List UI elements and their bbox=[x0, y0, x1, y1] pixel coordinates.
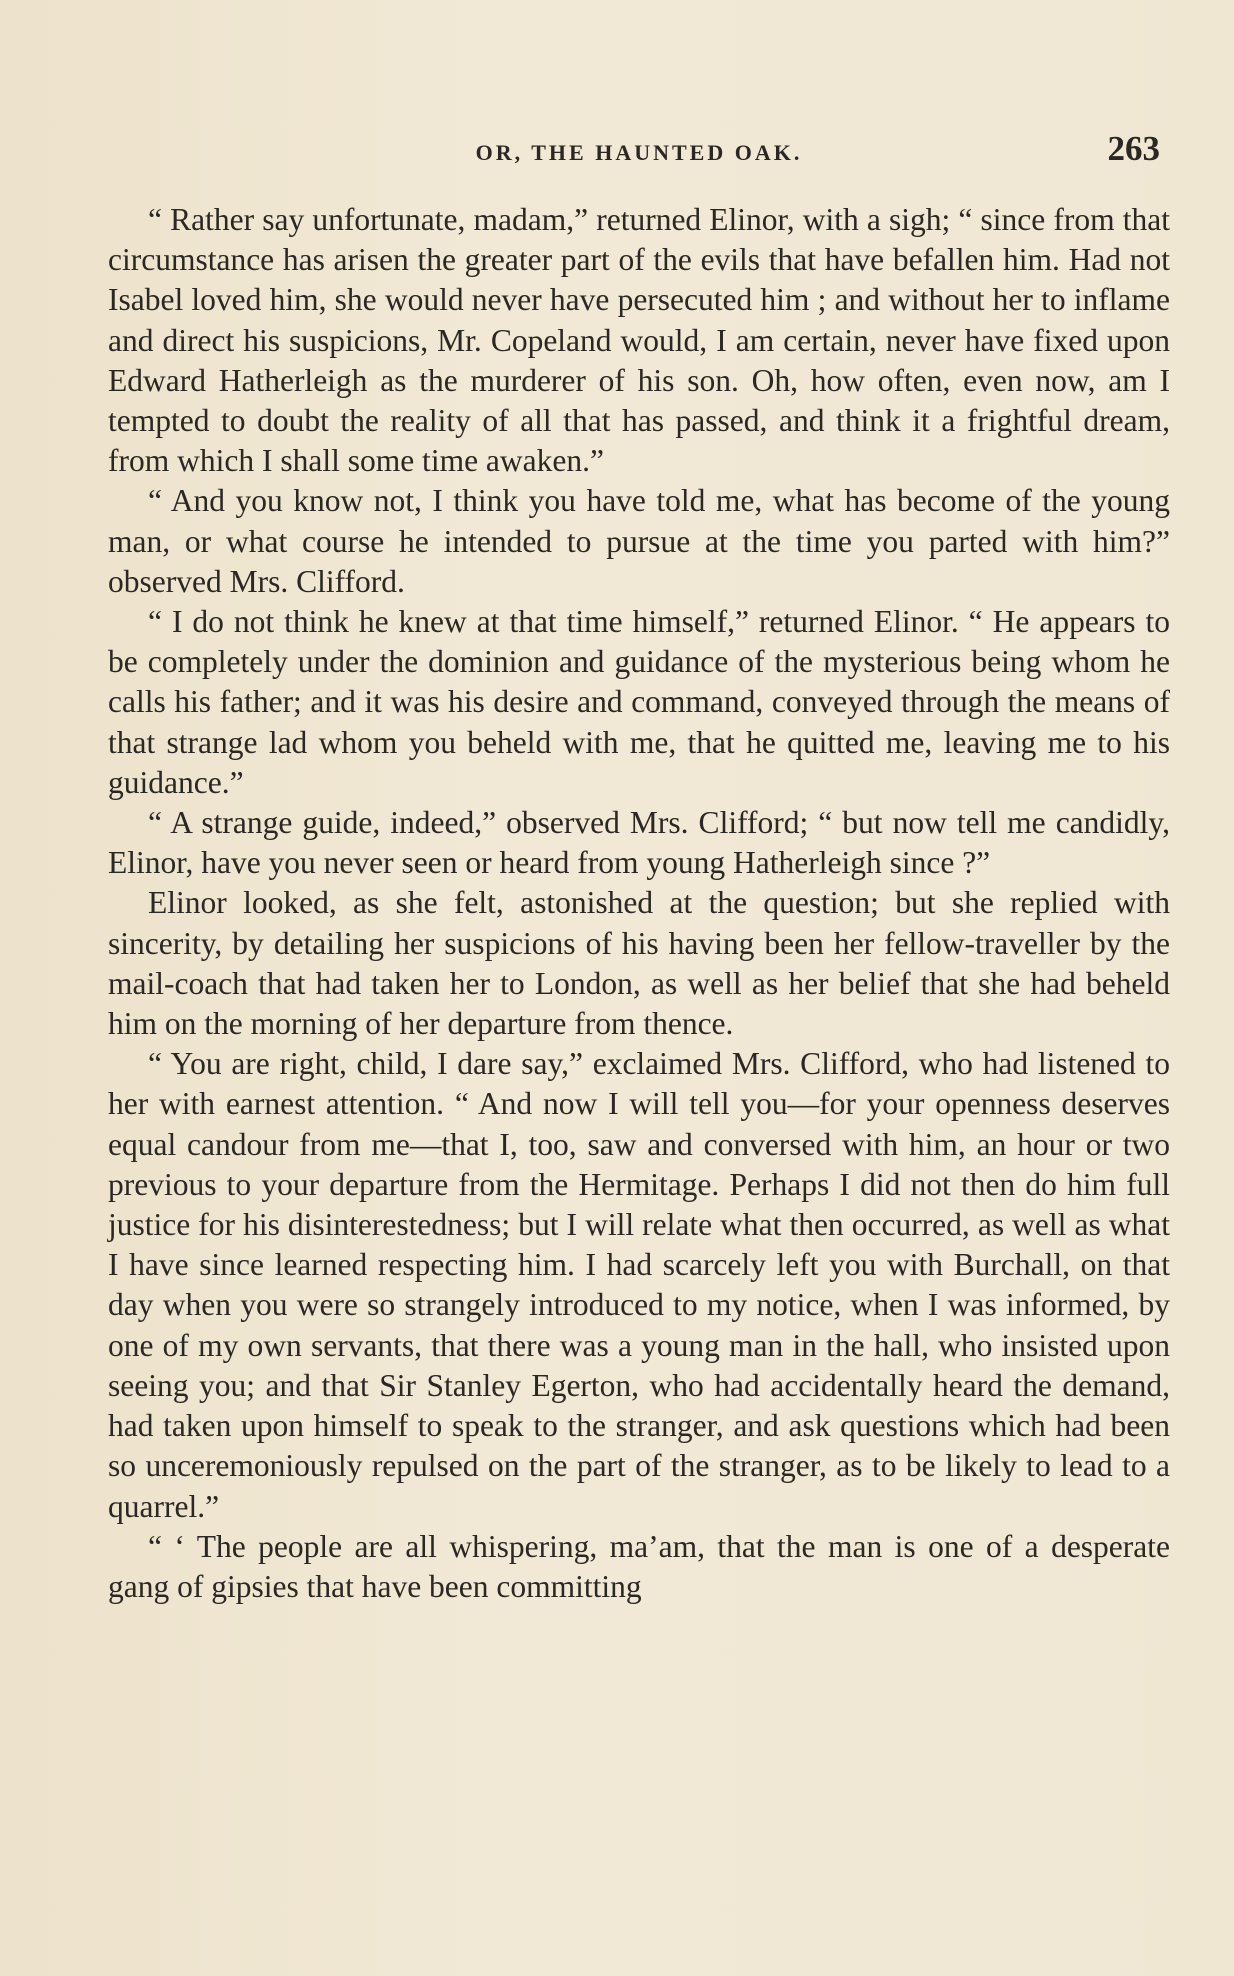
paragraph: Elinor looked, as she felt, astonished at the question; but she replied with sincerity, by detailing her suspicions of his having been her fellow-traveller by the mail-coach that had taken her to London, as well as her belief that she had beheld him on the morning of her departure from thence. bbox=[108, 885, 1170, 1042]
page-number: 263 bbox=[1107, 129, 1160, 168]
paragraph: “ You are right, child, I dare say,” exclaimed Mrs. Clifford, who had listened to her with earnest attention. “ And now I will tell you—for your openness deserves equal candour from me—that I, too, saw and conversed with him, an hour or two previous to your departure from the Hermitage. Perhaps I did not then do him full justice for his disinterestedness; but I will relate what then occurred, as well as what I have since learned respecting him. I had scarcely left you with Burchall, on that day when you were so strangely introduced to my notice, when I was informed, by one of my own servants, that there was a young man in the hall, who insisted upon seeing you; and that Sir Stanley Egerton, who had accidentally heard the demand, had taken upon himself to speak to the stranger, and ask questions which had been so unceremoniously repulsed on the part of the stranger, as to be likely to lead to a quarrel.” bbox=[108, 1046, 1170, 1524]
page-header bbox=[108, 126, 1170, 176]
paragraph: “ I do not think he knew at that time himself,” returned Elinor. “ He appears to be completely under the dominion and guidance of the mysterious being whom he calls his father; and it was his desire and command, conveyed through the means of that strange lad whom you beheld with me, that he quitted me, leaving me to his guidance.” bbox=[108, 604, 1170, 800]
body-text bbox=[108, 200, 1170, 1607]
paragraph: “ A strange guide, indeed,” observed Mrs. Clifford; “ but now tell me candidly, Elinor, have you never seen or heard from young Hatherleigh since ?” bbox=[108, 805, 1170, 881]
paragraph: “ ‘ The people are all whispering, ma’am, that the man is one of a desperate gang of gipsies that have been committing bbox=[108, 1528, 1170, 1604]
paragraph: “ And you know not, I think you have told me, what has become of the young man, or what course he intended to pursue at the time you parted with him?” observed Mrs. Clifford. bbox=[108, 483, 1170, 599]
paragraph: “ Rather say unfortunate, madam,” returned Elinor, with a sigh; “ since from that circumstance has arisen the greater part of the evils that have befallen him. Had not Isabel loved him, she would never have persecuted him ; and without her to inflame and direct his suspicions, Mr. Copeland would, I am certain, never have fixed upon Edward Hatherleigh as the murderer of his son. Oh, how often, even now, am I tempted to doubt the reality of all that has passed, and think it a frightful dream, from which I shall some time awaken.” bbox=[108, 202, 1170, 479]
running-head: OR, THE HAUNTED OAK. bbox=[475, 140, 803, 165]
